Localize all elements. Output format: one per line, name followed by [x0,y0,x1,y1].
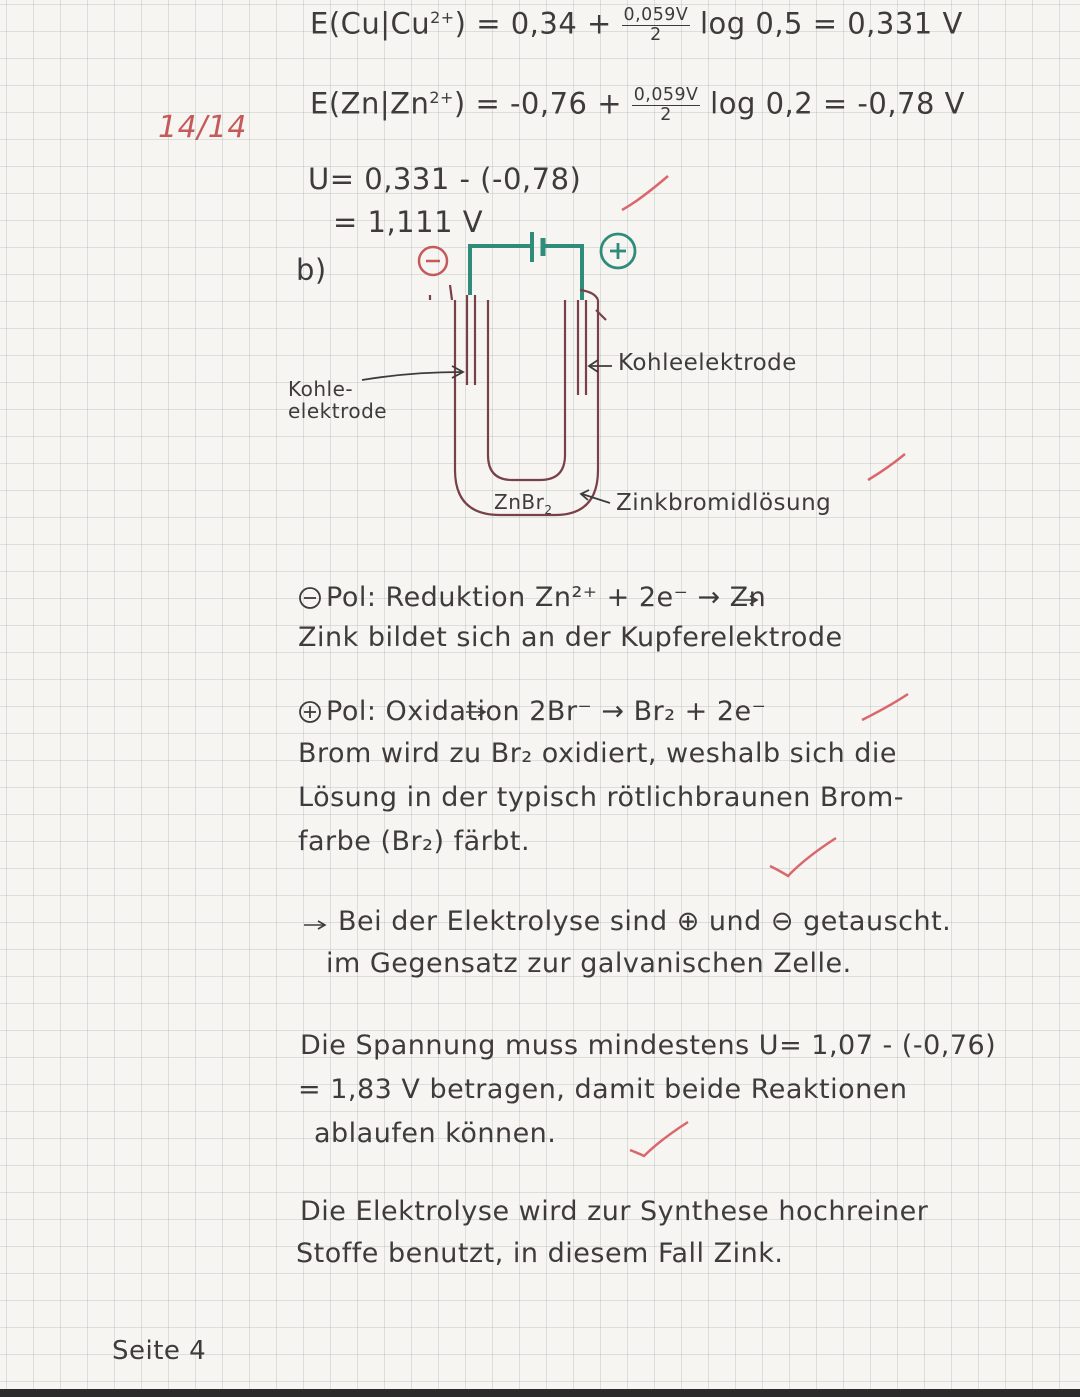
score-mark: 14/14 [158,110,247,145]
equation-copper-charge: 2+ [430,7,455,27]
plus-pole-small-icon [300,702,320,722]
check-mark-icon [630,1122,688,1156]
minus-pole-small-icon [300,588,320,608]
plus-pole-line1: Pol: Oxidation 2Br⁻ → Br₂ + 2e⁻ [326,696,767,727]
plus-pole-icon [601,234,635,268]
plus-pole-line4: farbe (Br₂) färbt. [298,826,531,857]
equation-zinc-lhs: E(Zn|Zn [310,86,430,121]
equation-zinc-lhs-end: ) = -0,76 + [453,86,623,121]
formula-subscript: 2 [544,503,553,517]
label-solution: Zinkbromidlösung [616,490,832,516]
plus-pole-line3: Lösung in der typisch rötlichbraunen Brom- [298,782,905,813]
left-electrode-icon [467,295,475,385]
equation-copper-lhs: E(Cu|Cu [310,6,431,41]
power-source-icon [470,232,582,300]
page-bottom-edge [0,1389,1080,1397]
equation-zinc-charge: 2+ [429,87,454,107]
synthesis-note-line1: Die Elektrolyse wird zur Synthese hochreiner [300,1196,929,1227]
check-mark-icon [770,838,836,876]
minus-pole-icon [419,247,447,275]
equation-voltage: U= 0,331 - (-0,78) [308,162,582,196]
plus-pole-line2: Brom wird zu Br₂ oxidiert, weshalb sich die [298,738,898,769]
swap-note-line2: im Gegensatz zur galvanischen Zelle. [326,948,852,979]
check-mark-icon [868,454,905,480]
fraction-numerator: 0,059V [623,5,689,25]
right-electrode-icon [578,300,586,395]
page-number: Seite 4 [112,1336,207,1366]
part-b-label: b) [296,253,327,287]
label-left-electrode-line2: elektrode [288,399,388,423]
voltage-note-line3: ablaufen können. [314,1118,557,1149]
minus-pole-line1: Pol: Reduktion Zn²⁺ + 2e⁻ → Zn [326,582,767,613]
fraction-denominator: 2 [660,105,672,126]
arrow-right-icon [304,921,325,929]
check-mark-icon [622,176,668,210]
label-solution-formula [494,490,552,517]
synthesis-note-line2: Stoffe benutzt, in diesem Fall Zink. [296,1238,784,1269]
equation-copper-lhs-end: ) = 0,34 + [454,6,612,41]
label-right-electrode: Kohleelektrode [618,350,797,376]
right-electrode-arrow-icon [589,360,612,372]
swap-note-line1: Bei der Elektrolyse sind ⊕ und ⊖ getauscht. [338,906,952,937]
equation-voltage-result: = 1,111 V [333,205,484,239]
fraction-numerator: 0,059V [633,85,699,105]
label-left-electrode [288,378,387,422]
check-mark-icon [862,694,908,720]
formula-text: ZnBr [494,490,545,514]
voltage-note-line1: Die Spannung muss mindestens U= 1,07 - (-0,76) [300,1030,997,1061]
voltage-note-line2: = 1,83 V betragen, damit beide Reaktionen [298,1074,908,1105]
u-tube-icon [430,285,606,515]
label-left-electrode-line1: Kohle- [288,377,354,401]
equation-copper-rhs: log 0,5 = 0,331 V [699,6,963,41]
equation-zinc-rhs: log 0,2 = -0,78 V [710,86,966,121]
minus-pole-line2: Zink bildet sich an der Kupferelektrode [298,622,843,653]
fraction-denominator: 2 [650,25,662,46]
